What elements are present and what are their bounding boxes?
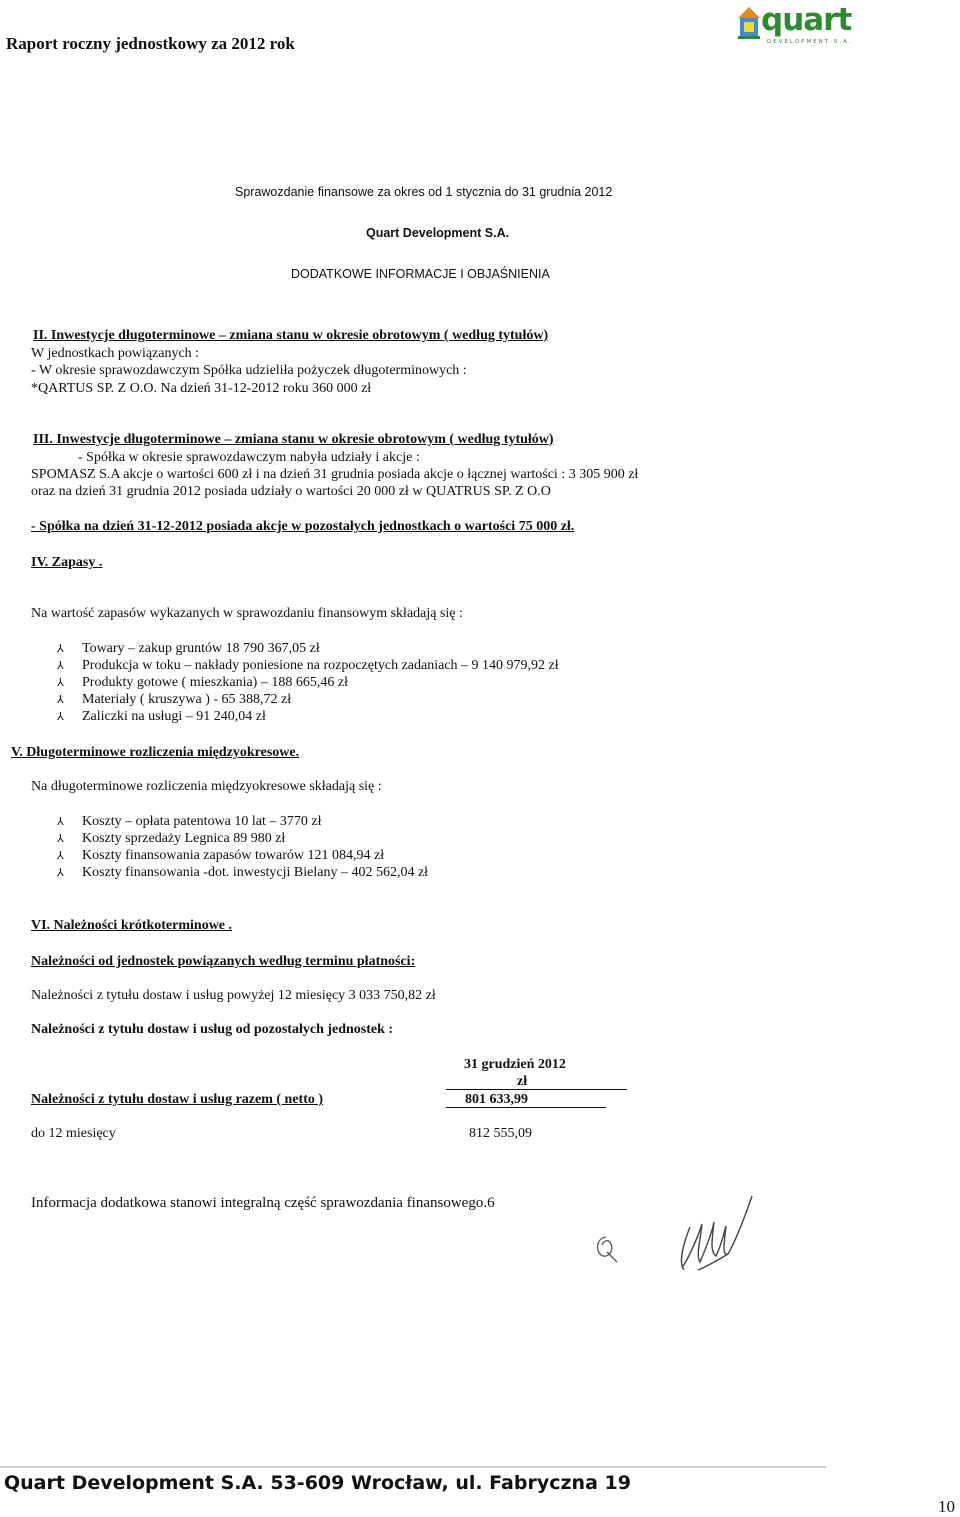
- section-2-title: II. Inwestycje długoterminowe – zmiana stanu w okresie obrotowym ( według tytułów): [33, 328, 549, 343]
- company-logo: [737, 2, 853, 46]
- list-item: Zaliczki na usługi – 91 240,04 zł: [82, 709, 266, 724]
- footer-rule: [0, 1466, 826, 1468]
- list-item: Koszty – opłata patentowa 10 lat – 3770 zł: [82, 814, 322, 829]
- bullet-icon: ⅄: [57, 676, 64, 689]
- list-item: Koszty finansowania -dot. inwestycji Bielany – 402 562,04 zł: [82, 865, 429, 880]
- section-5-title: V. Długoterminowe rozliczenia międzyokresowe.: [11, 745, 300, 760]
- table-row-label: do 12 miesięcy: [31, 1126, 116, 1141]
- section-3-line: oraz na dzień 31 grudnia 2012 posiada udziały o wartości 20 000 zł w QUATRUS SP. Z O.O: [31, 484, 551, 499]
- bullet-icon: ⅄: [57, 866, 64, 879]
- handwritten-signature: [672, 1192, 762, 1282]
- closing-note: Informacja dodatkowa stanowi integralną część sprawozdania finansowego.6: [31, 1195, 495, 1211]
- table-rule: [446, 1107, 606, 1108]
- section-6-title: VI. Należności krótkoterminowe .: [31, 918, 233, 933]
- table-row-label: Należności z tytułu dostaw i usług razem ( netto ): [31, 1092, 324, 1107]
- section-6-subtitle: Należności z tytułu dostaw i usług od pozostałych jednostek :: [31, 1022, 394, 1037]
- section-2-line: *QARTUS SP. Z O.O. Na dzień 31-12-2012 roku 360 000 zł: [31, 381, 372, 396]
- report-title: Raport roczny jednostkowy za 2012 rok: [6, 34, 295, 53]
- list-item: Materiały ( kruszywa ) - 65 388,72 zł: [82, 692, 292, 707]
- column-header-date: 31 grudzień 2012: [464, 1057, 566, 1072]
- section-3-line: SPOMASZ S.A akcje o wartości 600 zł i na dzień 31 grudnia posiada akcje o łącznej wartości : 3 305 900 zł: [31, 467, 639, 482]
- section-3-line: - Spółka w okresie sprawozdawczym nabyła udziały i akcje :: [78, 450, 420, 465]
- footer-address: Quart Development S.A. 53-609 Wrocław, ul. Fabryczna 19: [4, 1472, 631, 1494]
- house-logo-icon: [737, 6, 761, 40]
- logo-wordmark: quart: [761, 2, 852, 38]
- page-number: 10: [938, 1497, 955, 1516]
- section-4-title: IV. Zapasy .: [31, 555, 103, 570]
- initials-signature: [592, 1234, 622, 1264]
- table-row-value: 801 633,99: [465, 1092, 528, 1107]
- bullet-icon: ⅄: [57, 693, 64, 706]
- bullet-icon: ⅄: [57, 832, 64, 845]
- bullet-icon: ⅄: [57, 642, 64, 655]
- list-item: Produkty gotowe ( mieszkania) – 188 665,46 zł: [82, 675, 348, 690]
- table-row-value: 812 555,09: [469, 1126, 532, 1141]
- statement-period: Sprawozdanie finansowe za okres od 1 stycznia do 31 grudnia 2012: [235, 185, 613, 199]
- bullet-icon: ⅄: [57, 710, 64, 723]
- column-header-unit: zł: [517, 1074, 528, 1089]
- section-3-summary: - Spółka na dzień 31-12-2012 posiada akcje w pozostałych jednostkach o wartości 75 000 zł.: [31, 519, 575, 534]
- list-item: Produkcja w toku – nakłady poniesione na rozpoczętych zadaniach – 9 140 979,92 zł: [82, 658, 559, 673]
- list-item: Towary – zakup gruntów 18 790 367,05 zł: [82, 641, 320, 656]
- section-2-line: - W okresie sprawozdawczym Spółka udzieliła pożyczek długoterminowych :: [31, 363, 467, 378]
- section-6-line: Należności z tytułu dostaw i usług powyżej 12 miesięcy 3 033 750,82 zł: [31, 988, 436, 1003]
- statement-subtitle: DODATKOWE INFORMACJE I OBJAŚNIENIA: [291, 267, 550, 281]
- bullet-icon: ⅄: [57, 849, 64, 862]
- statement-company: Quart Development S.A.: [366, 226, 510, 240]
- section-2-line: W jednostkach powiązanych :: [31, 346, 200, 361]
- bullet-icon: ⅄: [57, 815, 64, 828]
- list-item: Koszty finansowania zapasów towarów 121 084,94 zł: [82, 848, 385, 863]
- logo-subtext: DEVELOPMENT S.A.: [767, 39, 853, 45]
- section-4-intro: Na wartość zapasów wykazanych w sprawozdaniu finansowym składają się :: [31, 606, 463, 621]
- table-rule: [446, 1089, 627, 1090]
- section-3-title: III. Inwestycje długoterminowe – zmiana stanu w okresie obrotowym ( według tytułów): [33, 432, 554, 447]
- list-item: Koszty sprzedaży Legnica 89 980 zł: [82, 831, 286, 846]
- section-5-intro: Na długoterminowe rozliczenia międzyokresowe składają się :: [31, 779, 382, 794]
- bullet-icon: ⅄: [57, 659, 64, 672]
- section-6-subtitle: Należności od jednostek powiązanych według terminu płatności:: [31, 954, 416, 969]
